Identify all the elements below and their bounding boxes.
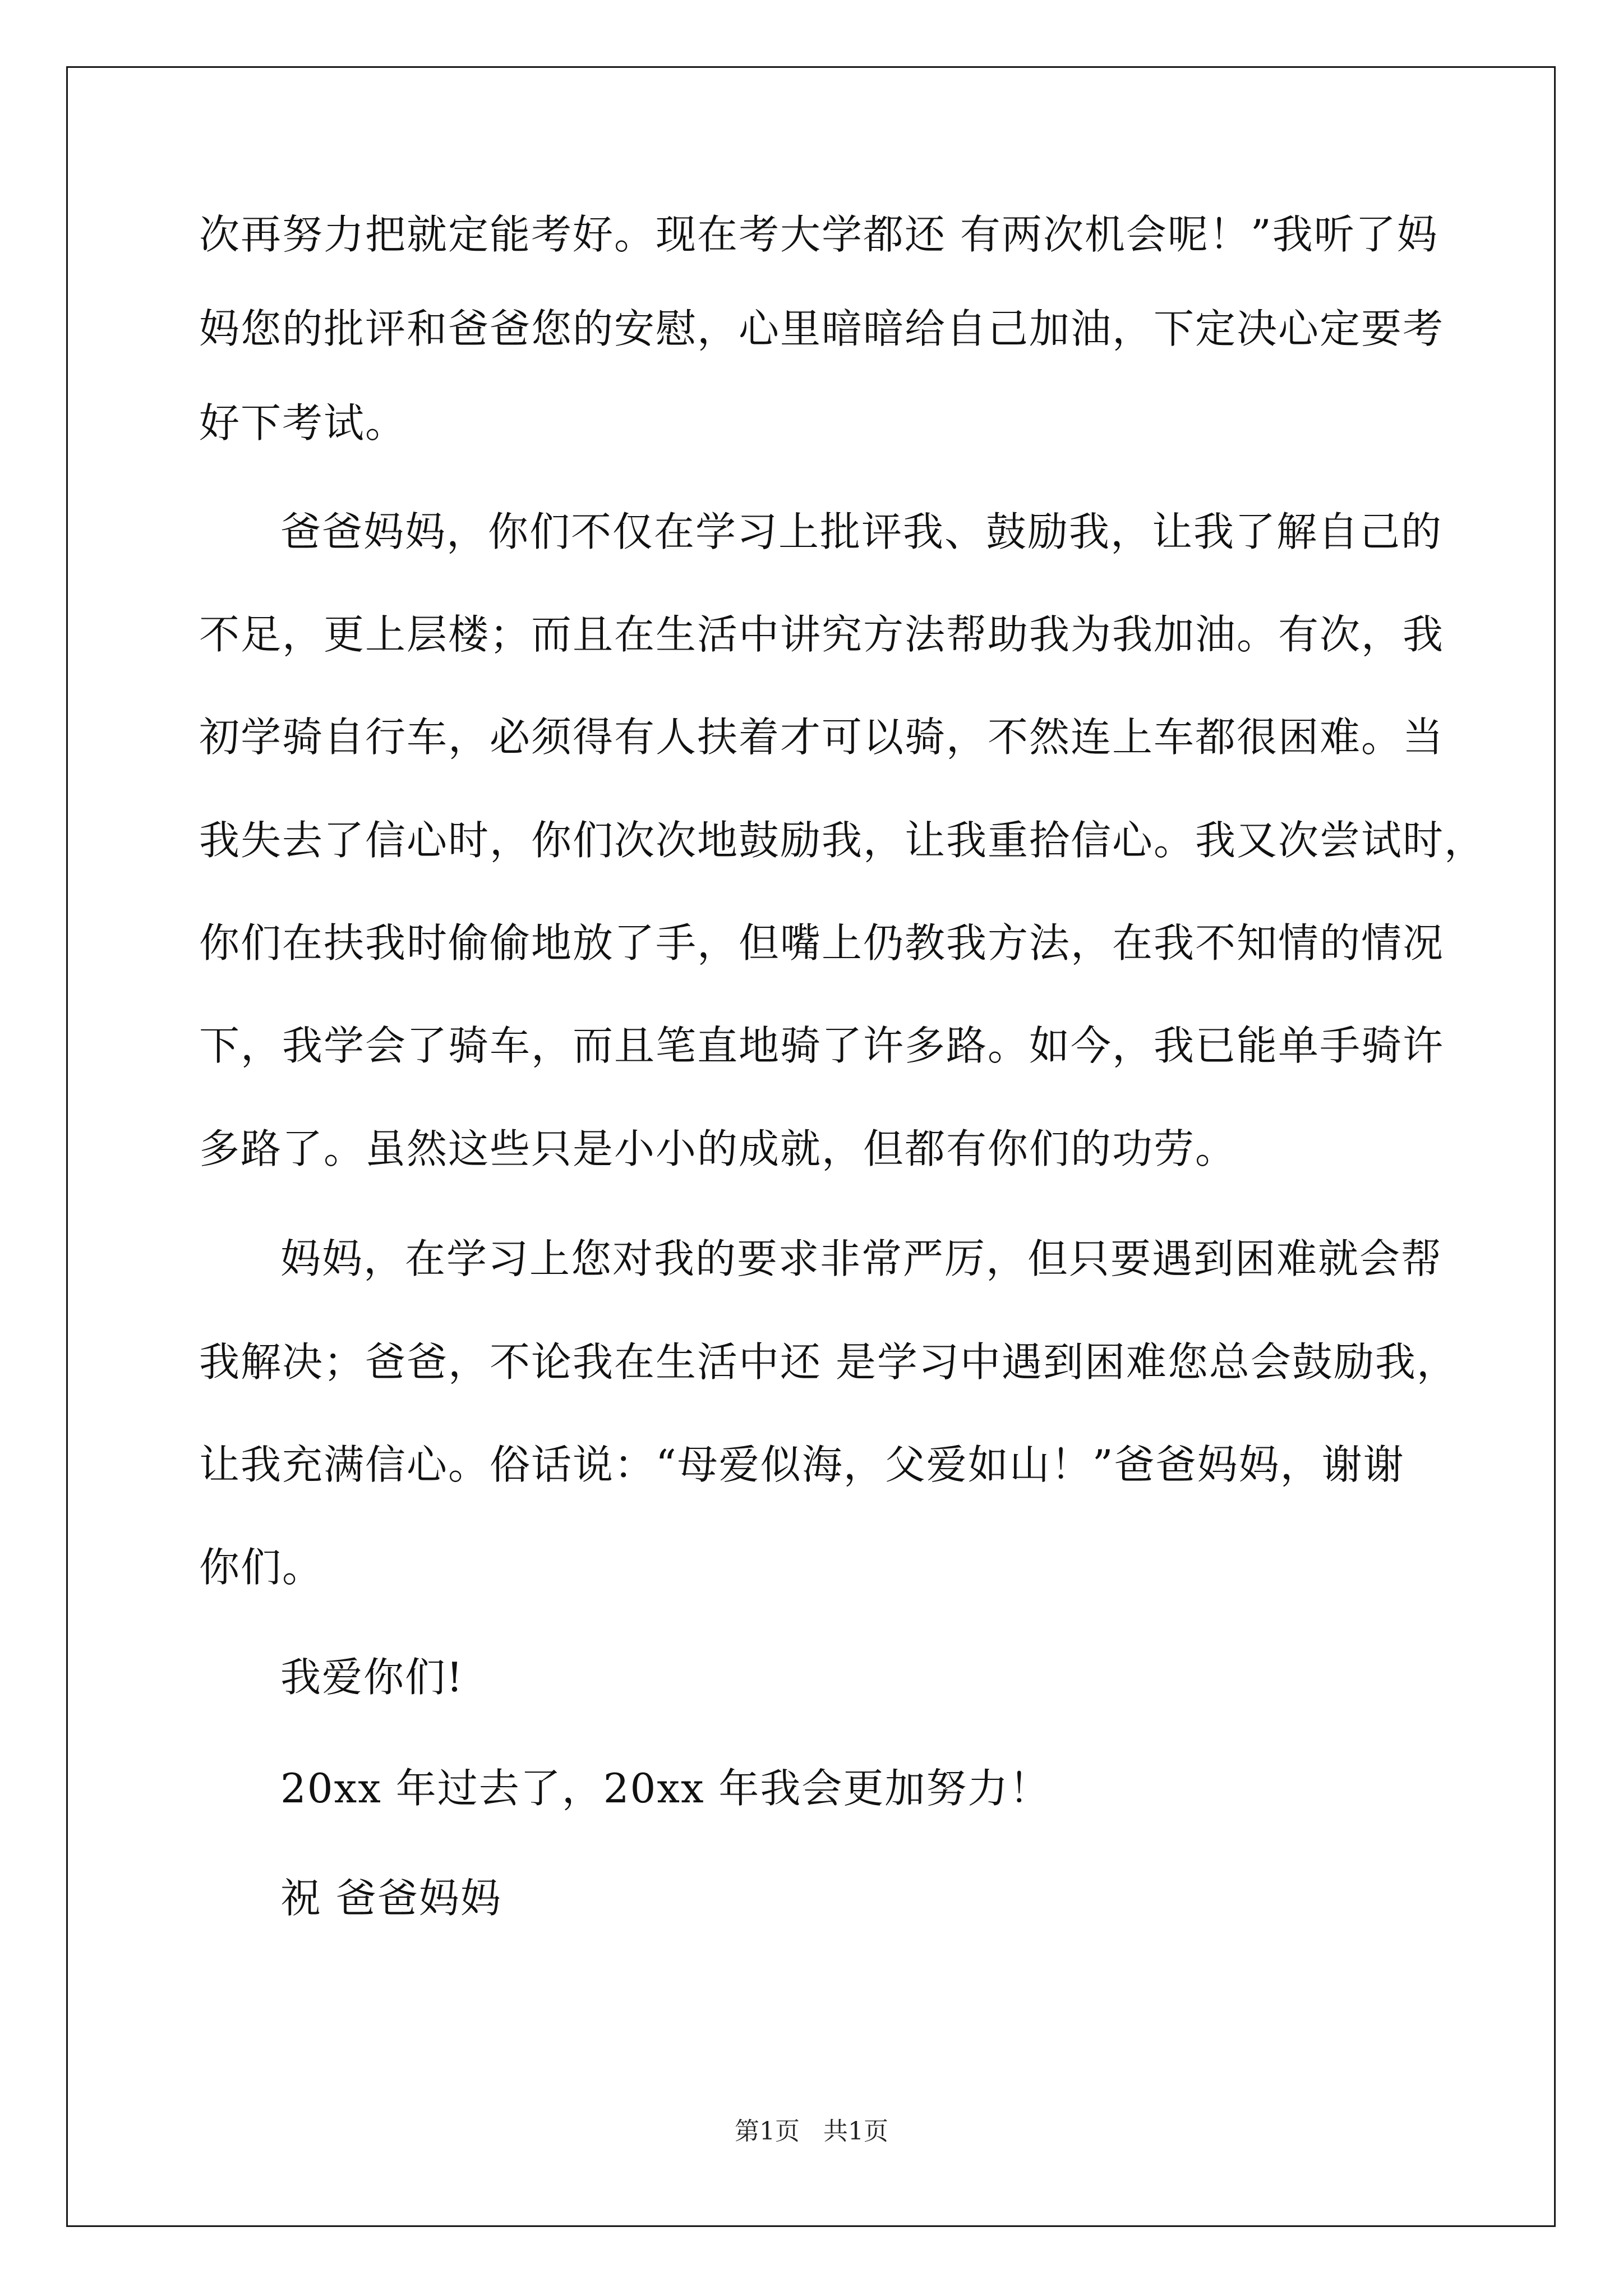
- body-line: 你们在扶我时偷偷地放了手，但嘴上仍教我方法，在我不知情的情况: [199, 919, 1445, 967]
- body-line: 不足，更上层楼；而且在生活中讲究方法帮助我为我加油。有次，我: [199, 611, 1445, 658]
- body-line: 多路了。虽然这些只是小小的成就，但都有你们的功劳。: [199, 1125, 1237, 1172]
- closing-line: 20xx 年过去了，20xx 年我会更加努力！: [280, 1765, 1051, 1812]
- body-line: 次再努力把就定能考好。现在考大学都还 有两次机会呢！”我听了妈: [199, 211, 1438, 258]
- body-line: 妈您的批评和爸爸您的安慰，心里暗暗给自己加油，下定决心定要考: [199, 305, 1445, 352]
- body-line: 你们。: [199, 1544, 324, 1591]
- salutation-line: 祝 爸爸妈妈: [280, 1875, 502, 1922]
- paragraph-start-line: 妈妈，在学习上您对我的要求非常严厉，但只要遇到困难就会帮: [280, 1235, 1443, 1282]
- body-line: 我解决；爸爸，不论我在生活中还 是学习中遇到困难您总会鼓励我，: [199, 1338, 1458, 1386]
- paragraph-start-line: 爸爸妈妈，你们不仅在学习上批评我、鼓励我，让我了解自己的: [280, 508, 1443, 555]
- body-line: 好下考试。: [199, 399, 407, 447]
- page-number: 第1页 共1页: [735, 2117, 888, 2146]
- body-line: 让我充满信心。俗话说：“母爱似海，父爱如山！”爸爸妈妈，谢谢: [199, 1441, 1405, 1488]
- body-line: 初学骑自行车，必须得有人扶着才可以骑，不然连上车都很困难。当: [199, 714, 1445, 761]
- body-line: 我失去了信心时，你们次次地鼓励我，让我重拾信心。我又次尝试时，: [199, 817, 1486, 864]
- body-line: 下，我学会了骑车，而且笔直地骑了许多路。如今，我已能单手骑许: [199, 1022, 1445, 1069]
- closing-line: 我爱你们!: [280, 1654, 464, 1701]
